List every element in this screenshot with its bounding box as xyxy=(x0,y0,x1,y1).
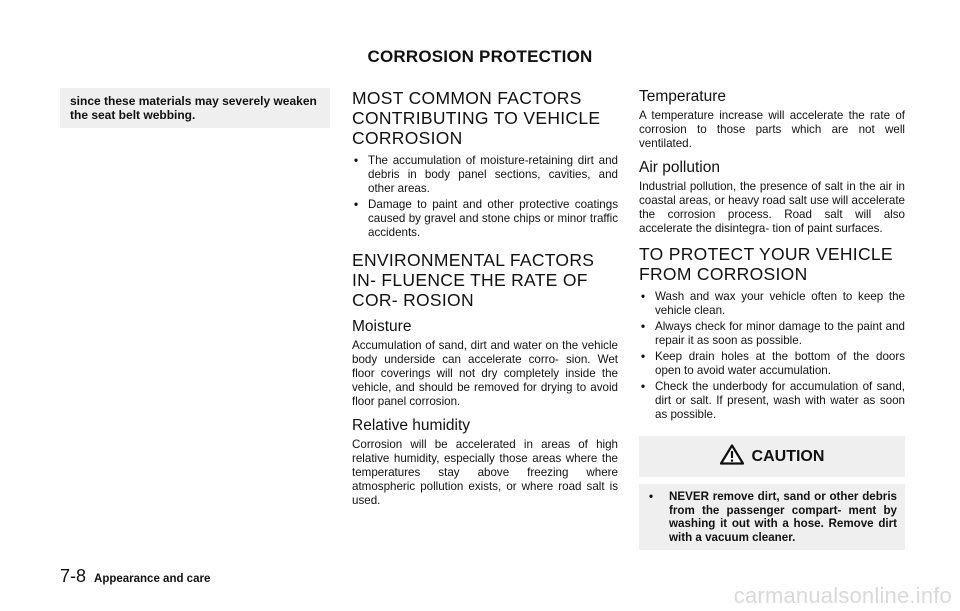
page-title: CORROSION PROTECTION xyxy=(367,47,593,66)
section-name: Appearance and care xyxy=(94,573,211,585)
bullet-icon: • xyxy=(641,320,646,333)
bullet-icon: • xyxy=(354,198,359,211)
list-item: • NEVER remove dirt, sand or other debris from the passenger compart- ment by washing it out with a hose. Remove dirt with a vacuum cleaner. xyxy=(649,490,897,544)
list-item: • Wash and wax your vehicle often to keep the vehicle clean. xyxy=(641,290,905,317)
bullet-icon: • xyxy=(649,490,654,503)
warning-continuation: since these materials may severely weaken the seat belt webbing. xyxy=(60,88,330,128)
paragraph-humidity: Corrosion will be accelerated in areas of high relative humidity, especially those areas where the temperatures stay above freezing where atmospheric pollution exists, or where road salt is used. xyxy=(352,438,618,507)
heading-relative-humidity: Relative humidity xyxy=(352,417,471,434)
page-number: 7-8 xyxy=(60,566,87,586)
right-column xyxy=(639,88,905,550)
caution-header xyxy=(639,436,905,477)
heading-temperature: Temperature xyxy=(639,88,727,105)
heading-moisture: Moisture xyxy=(352,318,412,335)
bullet-icon: • xyxy=(641,350,646,363)
list-item: • Damage to paint and other protective coatings caused by gravel and stone chips or minor traffic accidents. xyxy=(354,198,618,239)
bullet-icon: • xyxy=(641,290,646,303)
heading-common-factors: MOST COMMON FACTORS CONTRIBUTING TO VEHICLE CORROSION xyxy=(352,88,601,148)
watermark: carmanualsonline.info xyxy=(733,583,952,608)
heading-air-pollution: Air pollution xyxy=(639,159,720,176)
protect-list xyxy=(639,290,905,422)
warning-triangle-icon xyxy=(720,444,744,470)
heading-environmental-factors: ENVIRONMENTAL FACTORS IN- FLUENCE THE RATE OF COR- ROSION xyxy=(352,250,595,310)
heading-protect-vehicle: TO PROTECT YOUR VEHICLE FROM CORROSION xyxy=(639,244,893,284)
paragraph-moisture: Accumulation of sand, dirt and water on the vehicle body underside can accelerate corro- sion. Wet floor coverings will not dry completely inside the vehicle, and should be removed for drying to avoid floor panel corrosion. xyxy=(352,339,618,408)
paragraph-temperature: A temperature increase will accelerate the rate of corrosion to those parts which are not well ventilated. xyxy=(639,109,905,150)
page-footer xyxy=(60,566,210,587)
paragraph-air-pollution: Industrial pollution, the presence of salt in the air in coastal areas, or heavy road salt use will accelerate the corrosion process. Road salt will also accelerate the disintegra- tion of paint surfaces. xyxy=(639,180,905,235)
list-item: • The accumulation of moisture-retaining dirt and debris in body panel sections, cavities, and other areas. xyxy=(354,154,618,195)
list-item: • Keep drain holes at the bottom of the doors open to avoid water accumulation. xyxy=(641,350,905,377)
bullet-icon: • xyxy=(641,380,646,393)
middle-column xyxy=(352,88,618,512)
list-item: • Always check for minor damage to the paint and repair it as soon as possible. xyxy=(641,320,905,347)
bullet-icon: • xyxy=(354,154,359,167)
caution-body xyxy=(639,484,905,550)
common-factors-list xyxy=(352,154,618,240)
left-column xyxy=(60,88,330,128)
caution-list xyxy=(647,490,897,544)
caution-label: CAUTION xyxy=(751,448,825,466)
list-item: • Check the underbody for accumulation of sand, dirt or salt. If present, wash with water as soon as possible. xyxy=(641,380,905,421)
